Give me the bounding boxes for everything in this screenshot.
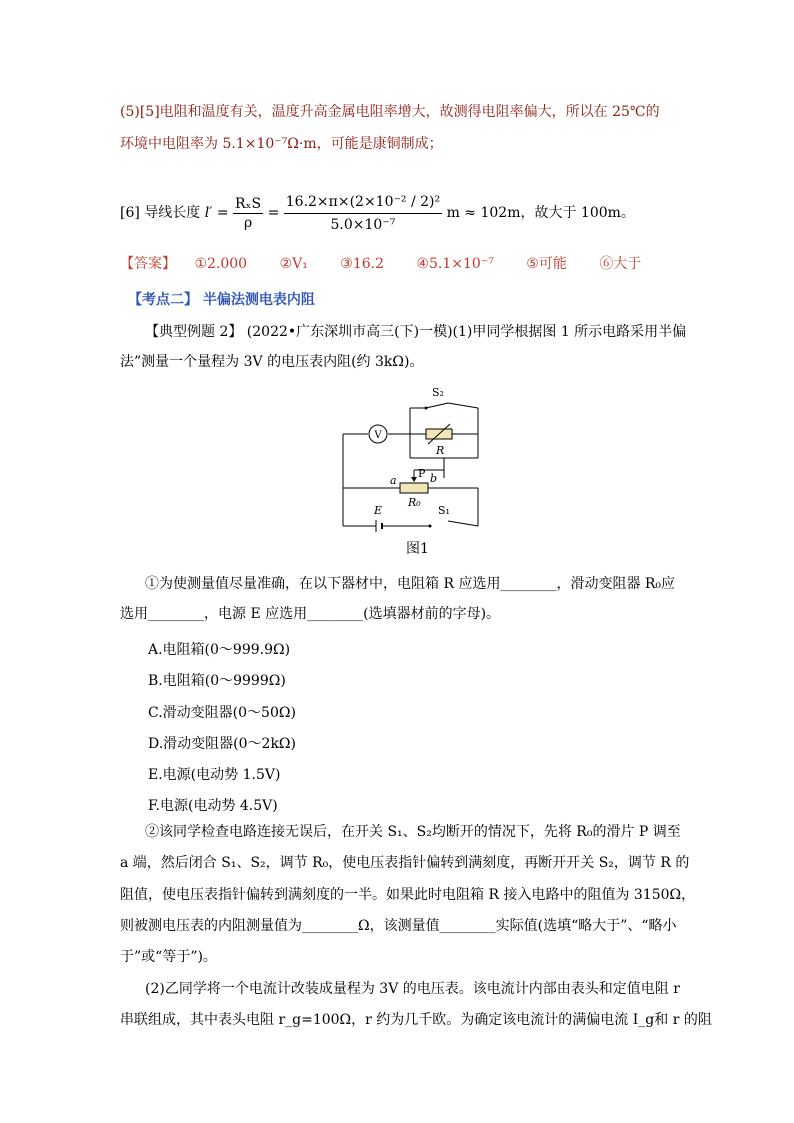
label-E: E [374,504,383,517]
formula-fraction-1-num: RₓS [235,195,262,212]
example-line2: 法”测量一个量程为 3V 的电压表内阻(约 3kΩ)。 [120,354,424,370]
solution-5-line1: (5)[5]电阻和温度有关，温度升高金属电阻率增大，故测得电阻率偏大，所以在 25℃的 [120,104,660,120]
answer-item: ⑤可能 [526,256,567,272]
option-b: B.电阻箱(0～9999Ω) [148,673,286,689]
option-a: A.电阻箱(0～999.9Ω) [148,642,291,658]
formula-tail: m ≈ 102m，故大于 100m。 [446,205,635,221]
question-2-line1: ②该同学检查电路连接无误后，在开关 S₁、S₂均断开的情况下，先将 R₀的滑片 P 调至 [145,824,681,840]
label-V: V [374,430,382,441]
answer-item: ③16.2 [340,256,385,272]
answer-item: ④5.1×10⁻⁷ [416,256,494,272]
label-P: P [418,467,426,480]
formula-fraction-2-den: 5.0×10⁻⁷ [330,216,396,233]
question-2-line2: a 端，然后闭合 S₁、S₂，调节 R₀，使电压表指针偏转到满刻度，再断开开关 S₂，调节 R 的 [120,855,690,871]
label-S2: S₂ [432,386,444,399]
formula-equals: = [267,205,280,221]
option-d: D.滑动变阻器(0～2kΩ) [148,736,297,752]
answer-label: 【答案】 [120,256,176,272]
formula-fraction-1 [233,195,263,232]
answer-item: ①2.000 [194,256,248,272]
option-c: C.滑动变阻器(0～50Ω) [148,705,296,721]
label-R0: R₀ [408,496,421,509]
label-R: R [436,444,445,457]
question-2-line5: 于”或“等于”)。 [120,949,217,965]
answer-line [120,255,641,273]
label-a: a [390,474,397,487]
rheostat-icon [400,483,428,493]
formula-lhs: l′ = [204,205,229,221]
answer-item: ②V₁ [279,256,308,272]
question-2-line3: 阻值，使电压表指针偏转到满刻度的一半。如果此时电阻箱 R 接入电路中的阻值为 3150Ω， [120,887,696,903]
answer-item: ⑥大于 [599,256,642,272]
question-1-line1: ①为使测量值尽量准确，在以下器材中，电阻箱 R 应选用________，滑动变阻器 R₀应 [145,576,676,592]
label-b: b [430,472,438,485]
solution-5-line2: 环境中电阻率为 5.1×10⁻⁷Ω·m，可能是康铜制成； [120,136,443,152]
option-e: E.电源(电动势 1.5V) [148,767,281,783]
circuit-diagram [338,378,488,558]
part-2-line1: (2)乙同学将一个电流计改装成量程为 3V 的电压表。该电流计内部由表头和定值电阻 r [145,981,680,997]
option-f: F.电源(电动势 4.5V) [148,798,278,814]
formula-fraction-2 [284,191,442,236]
figure-caption: 图1 [406,541,429,557]
label-S1: S₁ [438,504,450,517]
example-line1: 【典型例题 2】 (2022•广东深圳市高三(下)一模)(1)甲同学根据图 1 所示电路采用半偏 [145,324,687,340]
formula-fraction-2-num: 16.2×π×(2×10⁻² / 2)² [284,191,442,214]
question-2-line4: 则被测电压表的内阻测量值为________Ω，该测量值________实际值(选填“略大于”、“略小 [120,918,677,934]
part-2-line2: 串联组成，其中表头电阻 r_g=100Ω，r 约为几千欧。为确定该电流计的满偏电流 I_g和 r 的阻 [120,1012,712,1028]
solution-6-formula [120,186,635,240]
switch-s1-icon [429,525,432,528]
formula-fraction-1-den: ρ [243,214,253,231]
question-1-line2: 选用________，电源 E 应选用________(选填器材前的字母)。 [120,606,501,622]
section-title: 【考点二】 半偏法测电表内阻 [128,292,315,308]
switch-s2-icon [425,407,428,410]
solution-6-prefix: [6] 导线长度 [120,205,201,221]
